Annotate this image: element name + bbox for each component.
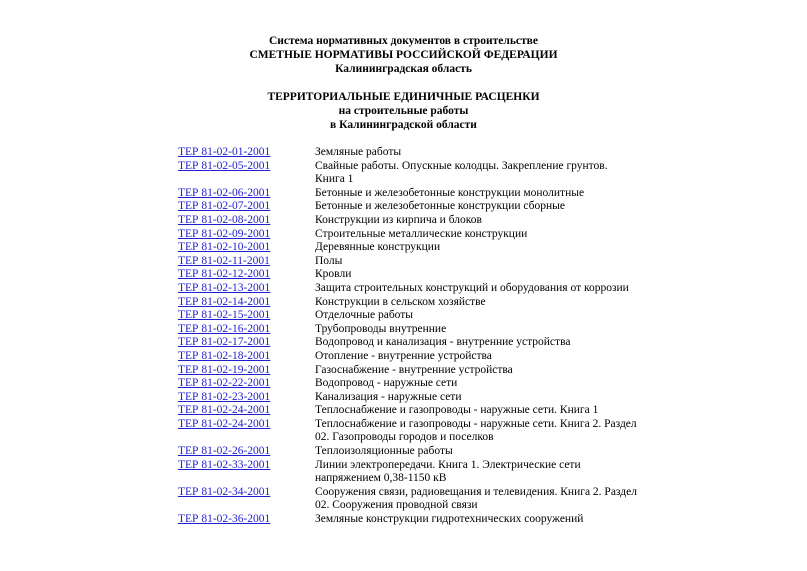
document-row (178, 336, 638, 350)
document-title: Защита строительных конструкций и оборудования от коррозии (315, 281, 629, 294)
document-row (178, 187, 638, 201)
document-row (178, 486, 638, 513)
document-code-link[interactable]: ТЕР 81-02-34-2001 (178, 485, 271, 498)
document-row (178, 323, 638, 337)
document-code-link[interactable]: ТЕР 81-02-17-2001 (178, 336, 271, 349)
document-title: Линии электропередачи. Книга 1. Электрические сети напряжением 0,38-1150 кВ (315, 458, 581, 485)
document-code-link[interactable]: ТЕР 81-02-08-2001 (178, 213, 271, 226)
document-code-link[interactable]: ТЕР 81-02-18-2001 (178, 349, 271, 362)
document-code-link[interactable]: ТЕР 81-02-14-2001 (178, 295, 271, 308)
header-spacer (0, 76, 807, 90)
document-title: Полы (315, 254, 343, 267)
header-rates-region: в Калининградской области (330, 119, 477, 131)
document-row (178, 214, 638, 228)
document-row (178, 296, 638, 310)
document-title: Отопление - внутренние устройства (315, 349, 492, 362)
document-row (178, 350, 638, 364)
document-title: Кровли (315, 268, 352, 281)
document-row (178, 404, 638, 418)
document-row (178, 418, 638, 445)
document-title: Бетонные и железобетонные конструкции сборные (315, 200, 565, 213)
document-row (178, 377, 638, 391)
document-code-link[interactable]: ТЕР 81-02-09-2001 (178, 227, 271, 240)
document-code-link[interactable]: ТЕР 81-02-26-2001 (178, 445, 271, 458)
document-title: Сооружения связи, радиовещания и телевидения. Книга 2. Раздел 02. Сооружения проводной связи (315, 485, 637, 512)
document-row (178, 268, 638, 282)
document-row (178, 459, 638, 486)
document-code-link[interactable]: ТЕР 81-02-07-2001 (178, 200, 271, 213)
document-title: Теплоснабжение и газопроводы - наружные сети. Книга 1 (315, 404, 599, 417)
header-rates-title: ТЕРРИТОРИАЛЬНЫЕ ЕДИНИЧНЫЕ РАСЦЕНКИ (267, 91, 540, 103)
document-row (178, 146, 638, 160)
document-title: Трубопроводы внутренние (315, 322, 447, 335)
document-title: Водопровод и канализация - внутренние устройства (315, 336, 571, 349)
document-code-link[interactable]: ТЕР 81-02-24-2001 (178, 417, 271, 430)
document-row (178, 241, 638, 255)
document-title: Земляные работы (315, 146, 402, 158)
header-rates-subtitle: на строительные работы (338, 105, 469, 117)
document-row (178, 445, 638, 459)
document-list (178, 146, 638, 527)
document-code-link[interactable]: ТЕР 81-02-13-2001 (178, 281, 271, 294)
document-code-link[interactable]: ТЕР 81-02-33-2001 (178, 458, 271, 471)
document-title: Отделочные работы (315, 309, 414, 322)
document-code-link[interactable]: ТЕР 81-02-01-2001 (178, 146, 271, 158)
document-code-link[interactable]: ТЕР 81-02-23-2001 (178, 390, 271, 403)
document-row (178, 513, 638, 527)
document-code-link[interactable]: ТЕР 81-02-24-2001 (178, 404, 271, 417)
document-title: Конструкции в сельском хозяйстве (315, 295, 486, 308)
document-row (178, 391, 638, 405)
document-title: Газоснабжение - внутренние устройства (315, 363, 513, 376)
document-row (178, 228, 638, 242)
document-title: Бетонные и железобетонные конструкции монолитные (315, 186, 585, 199)
document-code-link[interactable]: ТЕР 81-02-16-2001 (178, 322, 271, 335)
document-row (178, 364, 638, 378)
document-header (0, 34, 807, 132)
document-title: Свайные работы. Опускные колодцы. Закрепление грунтов. Книга 1 (315, 159, 608, 186)
document-code-link[interactable]: ТЕР 81-02-19-2001 (178, 363, 271, 376)
document-code-link[interactable]: ТЕР 81-02-22-2001 (178, 377, 271, 390)
document-title: Теплоснабжение и газопроводы - наружные сети. Книга 2. Раздел 02. Газопроводы городов и поселков (315, 417, 637, 444)
document-title: Водопровод - наружные сети (315, 377, 458, 390)
header-norms-title: СМЕТНЫЕ НОРМАТИВЫ РОССИЙСКОЙ ФЕДЕРАЦИИ (249, 49, 558, 61)
document-title: Теплоизоляционные работы (315, 445, 453, 458)
document-row (178, 282, 638, 296)
document-code-link[interactable]: ТЕР 81-02-11-2001 (178, 254, 270, 267)
document-title: Земляные конструкции гидротехнических сооружений (315, 513, 584, 526)
document-row (178, 200, 638, 214)
document-row (178, 255, 638, 269)
document-code-link[interactable]: ТЕР 81-02-05-2001 (178, 159, 271, 172)
document-title: Строительные металлические конструкции (315, 227, 528, 240)
document-code-link[interactable]: ТЕР 81-02-10-2001 (178, 241, 271, 254)
document-title: Деревянные конструкции (315, 241, 441, 254)
document-code-link[interactable]: ТЕР 81-02-12-2001 (178, 268, 271, 281)
document-row (178, 160, 638, 187)
header-region: Калининградская область (335, 63, 472, 75)
document-title: Канализация - наружные сети (315, 390, 462, 403)
document-code-link[interactable]: ТЕР 81-02-15-2001 (178, 309, 271, 322)
header-system-title: Система нормативных документов в строительстве (268, 35, 539, 47)
document-title: Конструкции из кирпича и блоков (315, 213, 482, 226)
document-code-link[interactable]: ТЕР 81-02-06-2001 (178, 186, 271, 199)
document-code-link[interactable]: ТЕР 81-02-36-2001 (178, 513, 271, 526)
document-row (178, 309, 638, 323)
